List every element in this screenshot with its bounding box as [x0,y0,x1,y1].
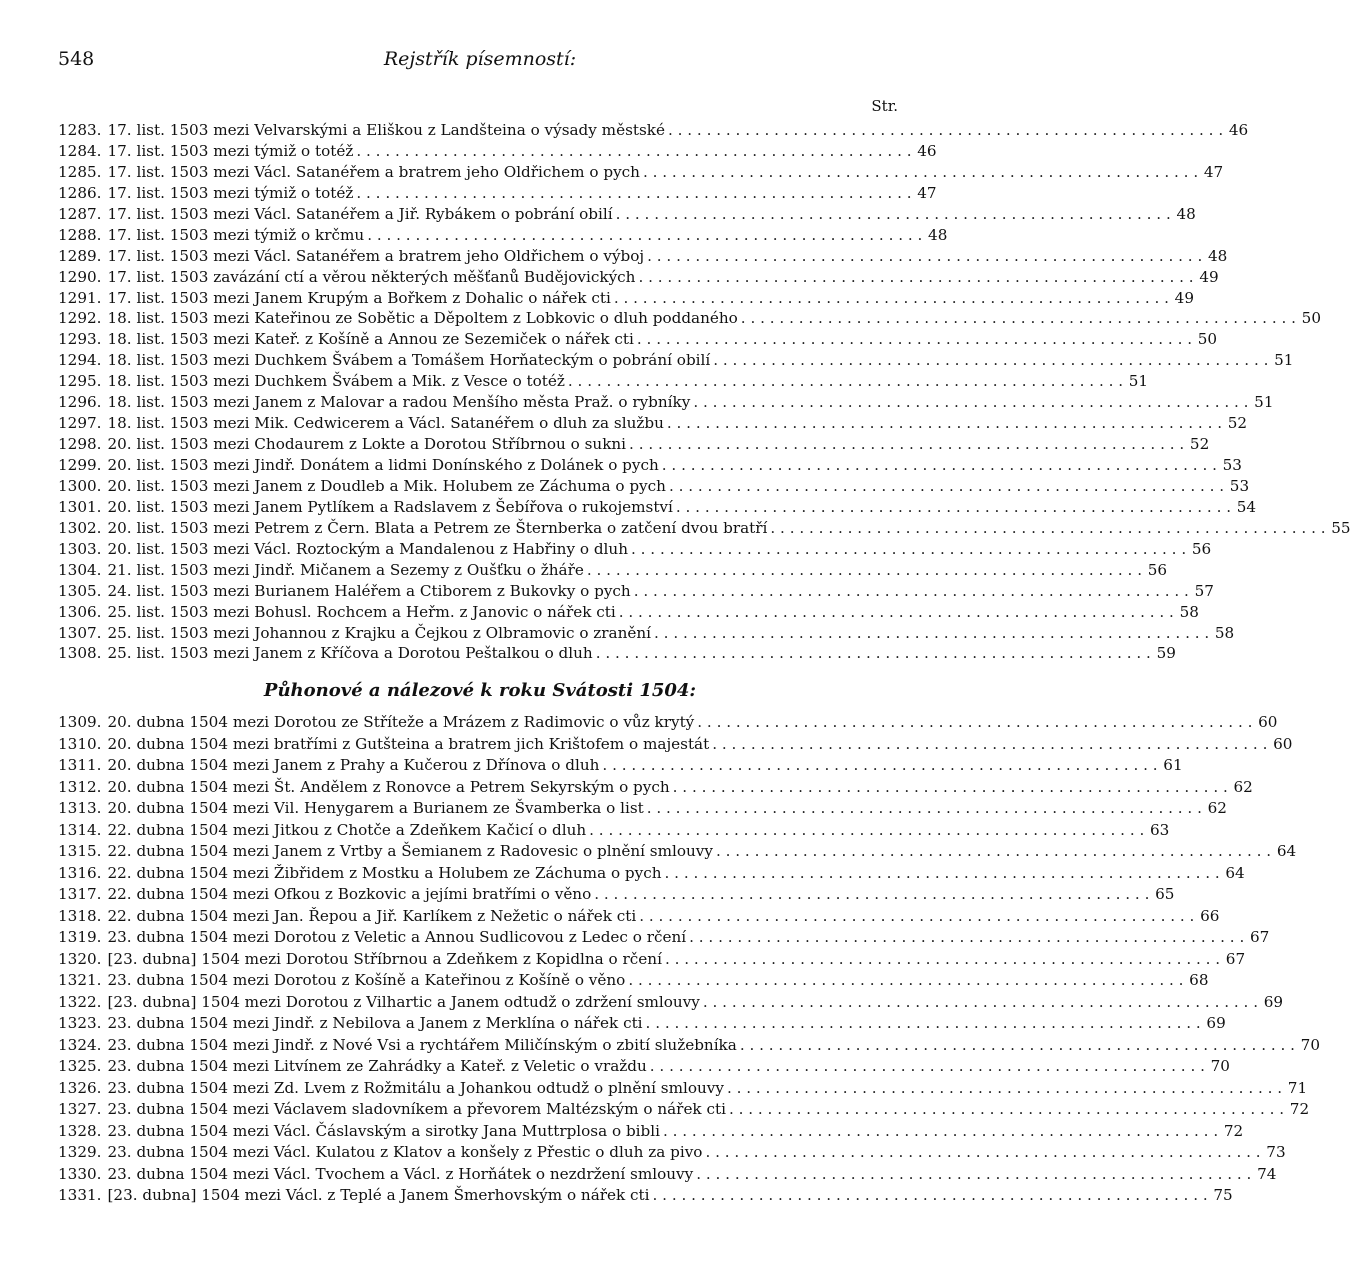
list-item [58,330,1218,351]
entry-text: 20. list. 1503 mezi Janem Pytlíkem a Radslavem z Šebířova o rukojemství [107,497,673,516]
leader-dots [741,309,1296,327]
list-item [58,309,1321,330]
entry-text: 20. dubna 1504 mezi Janem z Prahy a Kučerou z Dřínova o dluh [107,756,600,774]
entry-text: 18. list. 1503 mezi Janem z Malovar a radou Menšího města Praž. o rybníky [107,393,691,412]
entry-text: 20. list. 1503 mezi Václ. Roztockým a Mandalenou z Habřiny o dluh [107,539,628,558]
entry-page: 69 [1263,992,1284,1011]
entry-number: 1293. [58,330,102,349]
list-item [58,949,1246,972]
entry-text: [23. dubna] 1504 mezi Václ. z Teplé a Janem Šmerhovským o nářek cti [107,1186,650,1204]
entry-number: 1313. [58,799,102,817]
entry-number: 1328. [58,1121,102,1140]
entry-page: 60 [1273,734,1293,753]
leader-dots [668,121,1223,139]
entry-number: 1308. [58,644,102,663]
list-item [58,393,1274,414]
list-item [58,623,1235,645]
entry-text: 17. list. 1503 mezi Velvarskými a Eliškou z Landšteina o výsady městské [107,121,665,139]
entry-text: 23. dubna 1504 mezi Václ. Kulatou z Klatov a konšely z Přestic o dluh za pivo [107,1143,703,1161]
entry-number: 1327. [58,1100,102,1118]
leader-dots [596,644,1151,662]
entry-page: 58 [1214,623,1235,642]
list-item [58,971,1209,993]
entry-page: 64 [1276,842,1297,860]
leader-dots [727,1079,1282,1097]
entry-number: 1288. [58,225,102,244]
entry-number: 1326. [58,1078,102,1097]
entry-page: 51 [1254,393,1274,412]
entry-page: 49 [1174,288,1194,307]
entry-text: 22. dubna 1504 mezi Jan. Řepou a Jiř. Karlíkem z Nežetic o nářek cti [107,906,637,925]
list-item [58,777,1253,800]
entry-text: 20. dubna 1504 mezi Vil. Henygarem a Burianem ze Švamberka o list [107,799,644,817]
leader-dots [602,756,1157,774]
leader-dots [629,435,1184,453]
leader-dots [631,540,1186,558]
list-item [58,267,1219,289]
leader-dots [638,268,1193,286]
entry-text: 24. list. 1503 mezi Burianem Haléřem a Ctiborem z Bukovky o pych [107,581,631,600]
entry-text: 22. dubna 1504 mezi Jitkou z Chotče a Zdeňkem Kačicí o dluh [107,820,587,839]
list-item [58,560,1168,582]
entry-number: 1321. [58,971,102,989]
entry-text: 17. list. 1503 mezi týmiž o totéž [107,141,354,160]
entry-text: 22. dubna 1504 mezi Ofkou z Bozkovic a jejími bratřími o věno [107,885,592,903]
entry-page: 48 [1176,204,1196,223]
page-header [58,48,902,74]
leader-dots [647,247,1202,265]
entry-text: 22. dubna 1504 mezi Janem z Vrtby a Šemianem z Radovesic o plnění smlouvy [107,842,713,860]
entry-number: 1286. [58,183,102,202]
entry-number: 1303. [58,539,102,558]
entry-number: 1318. [58,906,102,925]
entry-page: 52 [1227,414,1248,433]
entry-text: 23. dubna 1504 mezi Václ. Tvochem a Václ. z Horňátek o nezdržení smlouvy [107,1164,694,1183]
entry-number: 1285. [58,162,102,181]
entry-number: 1298. [58,435,102,454]
entry-number: 1319. [58,928,102,946]
list-item [58,1035,1320,1058]
section-title: Půhonové a nálezové k roku Svátosti 1504: [263,680,697,701]
entry-number: 1283. [58,121,102,139]
entry-page: 67 [1225,949,1246,968]
leader-dots [643,163,1198,181]
list-item [58,1164,1277,1187]
entry-number: 1317. [58,885,102,903]
entry-number: 1320. [58,949,102,968]
list-item [58,141,937,163]
entry-text: 17. list. 1503 mezi týmiž o totéž [107,183,354,202]
leader-dots [770,519,1325,537]
entry-page: 48 [928,225,948,244]
entry-page: 72 [1289,1100,1310,1118]
leader-dots [665,864,1220,882]
entry-number: 1316. [58,863,102,882]
entry-page: 52 [1189,435,1210,454]
leader-dots [665,950,1220,968]
leader-dots [646,1014,1201,1032]
list-item [58,476,1250,498]
entry-page: 66 [1200,906,1220,925]
leader-dots [634,582,1189,600]
entry-number: 1291. [58,288,102,307]
entry-text: 18. list. 1503 mezi Duchkem Švábem a Mik. z Vesce o totéž [107,372,565,391]
entry-page: 71 [1287,1078,1308,1097]
list-item [58,1143,1286,1165]
entry-page: 53 [1222,456,1242,474]
list-item [58,1121,1244,1144]
entry-number: 1295. [58,372,102,391]
entry-page: 63 [1150,820,1170,839]
entry-text: 20. list. 1503 mezi Janem z Doudleb a Mik. Holubem ze Záchuma o pych [107,476,666,495]
entry-page: 56 [1191,539,1212,558]
entry-text: 23. dubna 1504 mezi Jindř. z Nové Vsi a rychtářem Miličínským o zbití služebníka [107,1035,737,1054]
entry-page: 47 [917,183,937,202]
entry-page: 65 [1155,885,1175,903]
entry-number: 1305. [58,581,102,600]
entry-number: 1315. [58,842,102,860]
entry-number: 1299. [58,456,102,474]
entry-number: 1325. [58,1057,102,1075]
leader-dots [662,456,1217,474]
entry-text: 21. list. 1503 mezi Jindř. Mičanem a Sezemy z Oušťku o žháře [107,560,584,579]
entry-page: 62 [1207,799,1227,817]
leader-dots [356,142,911,160]
entries-list-1504 [58,713,1320,1208]
entry-text: 20. dubna 1504 mezi bratřími z Gutšteina a bratrem jich Krištofem o majestát [107,734,710,753]
list-item [58,756,1183,778]
entry-text: 18. list. 1503 mezi Duchkem Švábem a Tomášem Horňateckým o pobrání obilí [107,351,711,370]
leader-dots [740,1036,1295,1054]
list-item [58,204,1196,226]
list-item [58,351,1294,372]
entry-text: 18. list. 1503 mezi Mik. Cedwicerem a Václ. Satanéřem o dluh za službu [107,414,664,433]
leader-dots [647,799,1202,817]
entry-number: 1329. [58,1143,102,1161]
entry-page: 73 [1266,1143,1286,1161]
leader-dots [673,778,1228,796]
entry-page: 64 [1225,863,1245,882]
entry-page: 51 [1128,372,1149,391]
entry-page: 55 [1331,518,1351,537]
leader-dots [676,498,1231,516]
entry-text: 17. list. 1503 mezi Janem Krupým a Bořkem z Dohalic o nářek cti [107,288,611,307]
list-item [58,1057,1230,1079]
entry-page: 61 [1163,756,1183,774]
list-item [58,1014,1226,1036]
list-item [58,992,1284,1015]
entry-page: 67 [1249,928,1270,946]
leader-dots [705,1143,1260,1161]
leader-dots [650,1057,1205,1075]
entry-page: 46 [917,141,937,160]
list-item [58,539,1212,561]
list-item [58,246,1228,268]
entry-number: 1296. [58,393,102,412]
list-item [58,885,1175,907]
entry-text: 23. dubna 1504 mezi Dorotou z Košíně a Kateřinou z Košíně o věno [107,971,626,989]
entry-text: 20. dubna 1504 mezi Št. Andělem z Ronovce a Petrem Sekyrským o pych [107,777,670,796]
entry-text: 25. list. 1503 mezi Johannou z Krajku a Čejkou z Olbramovic o zranění [107,623,652,642]
entry-text: 20. list. 1503 mezi Petrem z Čern. Blata a Petrem ze Šternberka o zatčení dvou bratří [107,518,768,537]
entry-number: 1323. [58,1014,102,1032]
leader-dots [594,885,1149,903]
entry-page: 69 [1206,1014,1226,1032]
list-item [58,928,1270,950]
entry-number: 1301. [58,497,102,516]
leader-dots [654,624,1209,642]
list-item [58,863,1245,886]
entry-page: 47 [1203,162,1224,181]
entry-page: 51 [1274,351,1294,370]
list-item [58,644,1176,665]
entry-number: 1284. [58,141,102,160]
entry-number: 1310. [58,734,102,753]
page-column-heading: Str. [871,97,898,115]
leader-dots [587,561,1142,579]
list-item [58,734,1293,757]
leader-dots [729,1100,1284,1118]
entry-text: 25. list. 1503 mezi Janem z Kříčova a Dorotou Peštalkou o dluh [107,644,593,663]
entry-text: 25. list. 1503 mezi Bohusl. Rochcem a Heřm. z Janovic o nářek cti [107,602,616,621]
entry-number: 1289. [58,246,102,265]
leader-dots [637,330,1192,348]
entry-text: [23. dubna] 1504 mezi Dorotou z Vilhartic a Janem odtudž o zdržení smlouvy [107,992,700,1011]
leader-dots [616,205,1171,223]
running-title: Rejstřík písemností: [383,48,577,70]
list-item [58,372,1149,393]
entry-text: 20. list. 1503 mezi Chodaurem z Lokte a Dorotou Stříbrnou o sukni [107,435,627,454]
leader-dots [367,226,922,244]
list-item [58,1100,1310,1122]
entry-text: 23. dubna 1504 mezi Dorotou z Veletic a Annou Sudlicovou z Ledec o rčení [107,928,687,946]
entry-number: 1322. [58,992,102,1011]
leader-dots [669,477,1224,495]
leader-dots [619,603,1174,621]
entry-text: 17. list. 1503 mezi Václ. Satanéřem a Jiř. Rybákem o pobrání obilí [107,204,613,223]
entry-number: 1330. [58,1164,102,1183]
entry-page: 75 [1213,1186,1233,1204]
entry-page: 68 [1189,971,1209,989]
entry-page: 60 [1258,713,1278,731]
entry-text: 23. dubna 1504 mezi Jindř. z Nebilova a Janem z Merklína o nářek cti [107,1014,643,1032]
entry-text: 17. list. 1503 zavázání ctí a věrou některých měšťanů Budějovických [107,267,636,286]
entry-number: 1302. [58,518,102,537]
leader-dots [639,907,1194,925]
entry-text: 23. dubna 1504 mezi Litvínem ze Zahrádky a Kateř. z Veletic o vraždu [107,1057,647,1075]
leader-dots [614,289,1169,307]
leader-dots [653,1186,1208,1204]
entry-page: 50 [1197,330,1218,349]
entry-page: 70 [1300,1035,1320,1054]
entry-number: 1292. [58,309,102,328]
entry-text: 23. dubna 1504 mezi Václavem sladovníkem a převorem Maltézským o nářek cti [107,1100,726,1118]
entry-text: [23. dubna] 1504 mezi Dorotou Stříbrnou a Zdeňkem z Kopidlna o rčení [107,949,662,968]
entry-number: 1290. [58,267,102,286]
leader-dots [589,821,1144,839]
list-item [58,162,1224,184]
entry-page: 53 [1229,476,1250,495]
list-item [58,518,1351,540]
leader-dots [716,842,1271,860]
entry-text: 23. dubna 1504 mezi Zd. Lvem z Rožmitálu a Johankou odtudž o plnění smlouvy [107,1078,724,1097]
list-item [58,602,1199,624]
entry-page: 50 [1301,309,1321,328]
entry-number: 1311. [58,756,102,774]
entry-text: 17. list. 1503 mezi týmiž o krčmu [107,225,365,244]
entry-number: 1306. [58,602,102,621]
entry-number: 1312. [58,777,102,796]
entry-page: 70 [1210,1057,1230,1075]
entry-page: 54 [1236,497,1257,516]
entries-list-1503 [58,121,1351,665]
leader-dots [667,414,1222,432]
list-item [58,820,1170,843]
entry-number: 1331. [58,1186,102,1204]
entry-number: 1314. [58,820,102,839]
leader-dots [356,184,911,202]
leader-dots [712,735,1267,753]
list-item [58,456,1242,477]
leader-dots [703,993,1258,1011]
entry-text: 23. dubna 1504 mezi Václ. Čáslavským a sirotky Jana Muttrplosa o bibli [107,1121,660,1140]
list-item [58,842,1297,864]
list-item [58,1186,1233,1208]
leader-dots [713,351,1268,369]
list-item [58,1078,1308,1101]
entry-text: 20. list. 1503 mezi Jindř. Donátem a lidmi Donínského z Dolánek o pych [107,456,659,474]
entry-number: 1309. [58,713,102,731]
leader-dots [689,928,1244,946]
list-item [58,183,937,205]
entry-page: 56 [1147,560,1168,579]
entry-page: 46 [1228,121,1249,139]
entry-number: 1287. [58,204,102,223]
leader-dots [663,1122,1218,1140]
leader-dots [697,713,1252,731]
entry-page: 57 [1194,581,1214,600]
list-item [58,497,1257,519]
list-item [58,414,1248,435]
entry-number: 1307. [58,623,102,642]
entry-text: 17. list. 1503 mezi Václ. Satanéřem a bratrem jeho Oldřichem o pych [107,162,640,181]
leader-dots [568,372,1123,390]
entry-text: 17. list. 1503 mezi Václ. Satanéřem a bratrem jeho Oldřichem o výboj [107,246,645,265]
entry-page: 72 [1223,1121,1244,1140]
entry-page: 48 [1207,246,1228,265]
leader-dots [696,1165,1251,1183]
entry-number: 1300. [58,476,102,495]
list-item [58,799,1227,821]
entry-text: 18. list. 1503 mezi Kateřinou ze Sobětic a Děpoltem z Lobkovic o dluh poddaného [107,309,738,328]
entry-text: 20. dubna 1504 mezi Dorotou ze Stříteže a Mrázem z Radimovic o vůz krytý [107,713,695,731]
entry-page: 58 [1179,602,1199,621]
leader-dots [693,393,1248,411]
entry-page: 74 [1257,1164,1277,1183]
entry-page: 62 [1233,777,1253,796]
list-item [58,288,1194,310]
list-item [58,121,1249,142]
entry-number: 1294. [58,351,102,370]
entry-text: 22. dubna 1504 mezi Žibřidem z Mostku a Holubem ze Záchuma o pych [107,863,662,882]
entry-number: 1304. [58,560,102,579]
entry-number: 1297. [58,414,102,433]
leader-dots [628,971,1183,989]
entry-number: 1324. [58,1035,102,1054]
list-item [58,581,1214,603]
entry-text: 18. list. 1503 mezi Kateř. z Košíně a Annou ze Sezemiček o nářek cti [107,330,634,349]
list-item [58,435,1210,456]
page-number: 548 [58,48,95,70]
list-item [58,225,948,247]
list-item [58,906,1220,929]
list-item [58,713,1278,735]
entry-page: 49 [1199,267,1219,286]
entry-page: 59 [1156,644,1176,663]
